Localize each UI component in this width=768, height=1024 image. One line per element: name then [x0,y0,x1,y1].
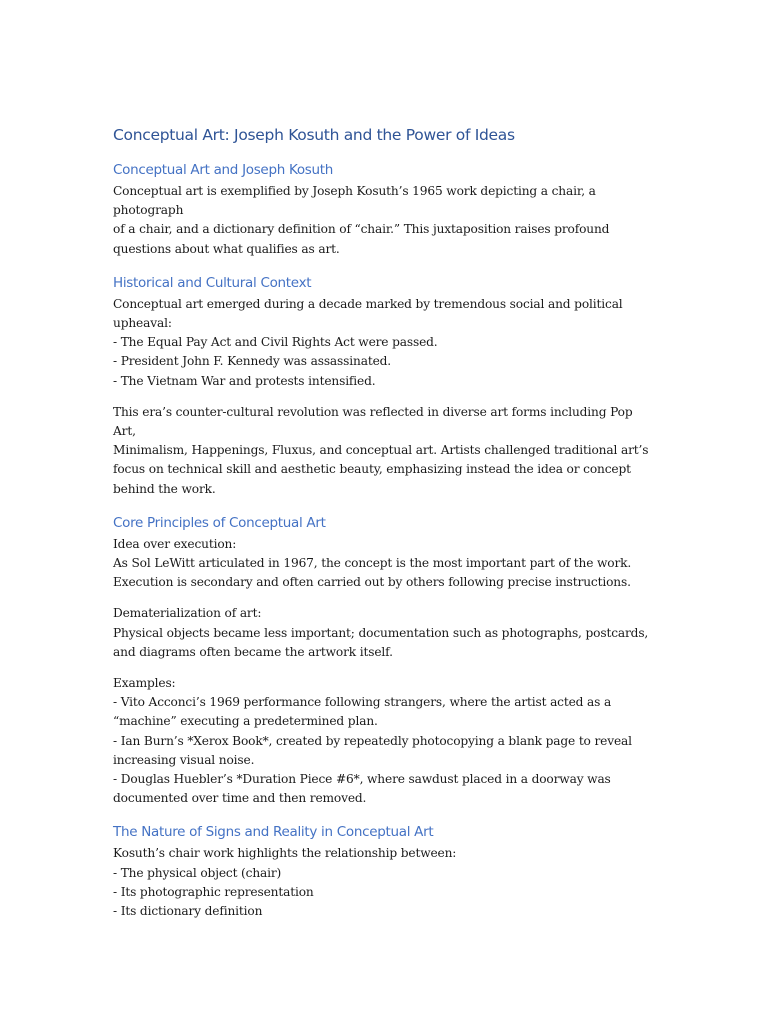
text-line: Minimalism, Happenings, Fluxus, and conceptual art. Artists challenged traditional art’s [113,443,649,458]
section-core-principles [113,513,658,809]
text-line: Kosuth’s chair work highlights the relationship between: [113,846,457,861]
list-item: - Its dictionary definition [113,904,263,919]
text-line: Dematerialization of art: [113,606,262,621]
list-item: - Ian Burn’s *Xerox Book*, created by repeatedly photocopying a blank page to reveal [113,733,632,748]
text-line: of a chair, and a dictionary definition of “chair.” This juxtaposition raises profound [113,222,610,237]
section-heading: Conceptual Art and Joseph Kosuth [113,162,334,178]
section-heading: Historical and Cultural Context [113,274,312,291]
text-line: questions about what qualifies as art. [113,241,340,256]
text-line: Physical objects became less important; documentation such as photographs, postcards, [113,625,649,640]
section-heading: Core Principles of Conceptual Art [113,514,326,531]
text-line: Conceptual art emerged during a decade marked by tremendous social and political [113,296,623,311]
list-item: - Douglas Huebler’s *Duration Piece #6*, where sawdust placed in a doorway was [113,772,611,787]
text-line: As Sol LeWitt articulated in 1967, the concept is the most important part of the work. [113,556,632,571]
list-item: - Its photographic representation [113,884,314,899]
text-line: behind the work. [113,481,216,496]
text-line: Idea over execution: [113,536,237,551]
document-title: Conceptual Art: Joseph Kosuth and the Power of Ideas [113,126,515,144]
section-historical-context [113,273,658,499]
text-line: focus on technical skill and aesthetic beauty, emphasizing instead the idea or concept [113,462,631,477]
list-item: - The Equal Pay Act and Civil Rights Act were passed. [113,335,438,350]
text-line: Examples: [113,676,176,691]
text-line: increasing visual noise. [113,752,255,767]
list-item: - Vito Acconci’s 1969 performance following strangers, where the artist acted as a [113,695,612,710]
text-line: and diagrams often became the artwork itself. [113,644,393,659]
section-conceptual-art-and-kosuth [113,160,658,259]
paragraph [113,844,658,921]
section-signs-and-reality [113,822,658,921]
paragraph [113,182,658,259]
list-item: - President John F. Kennedy was assassinated. [113,354,392,369]
text-line: Execution is secondary and often carried out by others following precise instructions. [113,575,631,590]
document-body [113,124,658,921]
list-item: - The physical object (chair) [113,865,282,880]
text-line: documented over time and then removed. [113,791,367,806]
section-heading: The Nature of Signs and Reality in Conceptual Art [113,824,434,841]
text-line: “machine” executing a predetermined plan. [113,714,378,729]
paragraph [113,674,658,808]
paragraph [113,403,658,499]
paragraph [113,535,658,593]
paragraph [113,604,658,662]
text-line: This era’s counter-cultural revolution was reflected in diverse art forms including Pop Art, [113,404,633,439]
text-line: Conceptual art is exemplified by Joseph Kosuth’s 1965 work depicting a chair, a photograph [113,184,596,218]
paragraph [113,295,658,391]
list-item: - The Vietnam War and protests intensified. [113,373,376,388]
text-line: upheaval: [113,316,172,331]
